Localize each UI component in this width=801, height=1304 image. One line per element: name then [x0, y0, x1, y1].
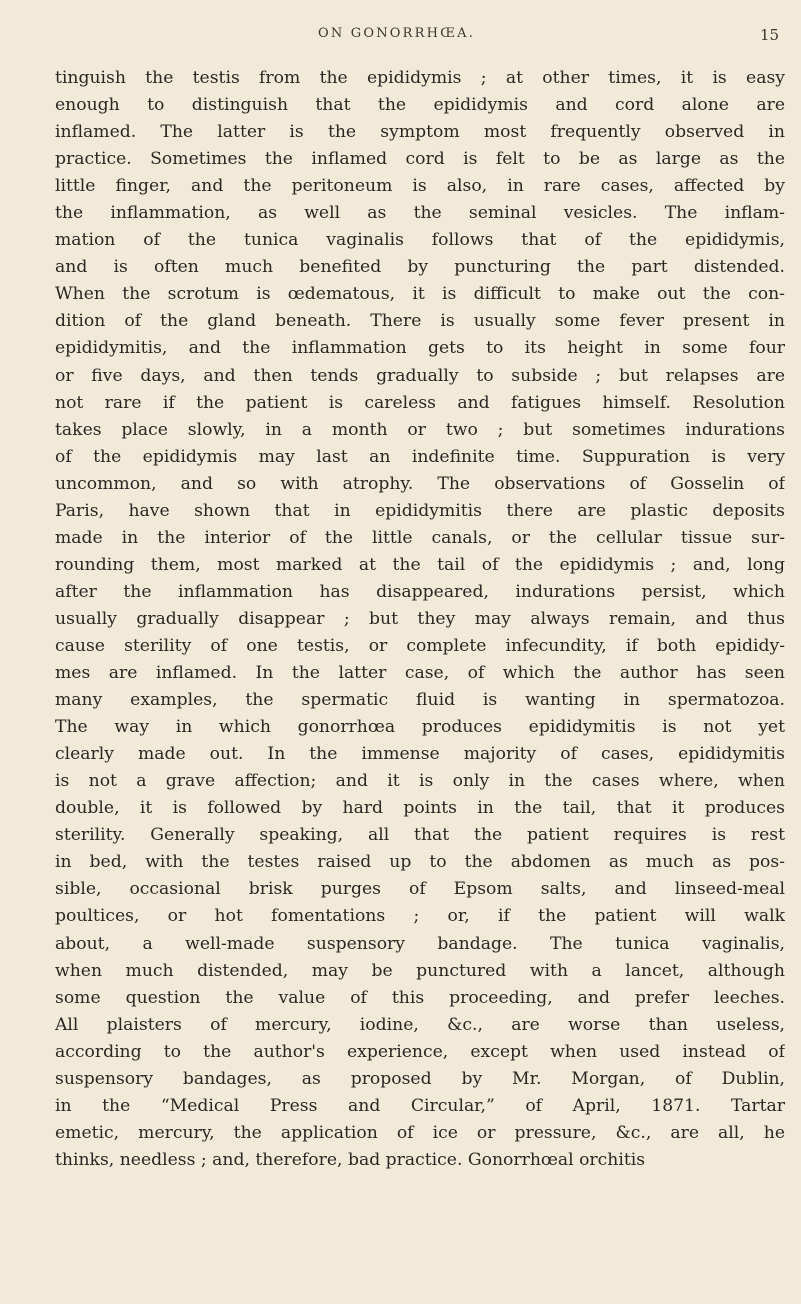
text-line: of the epididymis may last an indefinite time. Suppuration is very — [55, 446, 785, 467]
text-line: not rare if the patient is careless and fatigues himself. Resolution — [55, 392, 785, 413]
text-line: in the “Medical Press and Circular,” of April, 1871. Tartar — [55, 1095, 785, 1116]
text-line: according to the author's experience, except when used instead of — [55, 1041, 785, 1062]
text-line: clearly made out. In the immense majority of cases, epididymitis — [55, 744, 785, 765]
text-line: epididymitis, and the inflammation gets to its height in some four — [55, 338, 785, 359]
text-line: uncommon, and so with atrophy. The observations of Gosselin of — [55, 473, 785, 494]
text-line: takes place slowly, in a month or two ; but sometimes indurations — [55, 419, 785, 440]
text-line: tinguish the testis from the epididymis ; at other times, it is easy — [55, 68, 785, 88]
text-line: thinks, needless ; and, therefore, bad practice. Gonorrhœal orchitis — [55, 1149, 646, 1170]
text-line: rounding them, most marked at the tail of the epididymis ; and, long — [55, 554, 785, 575]
text-line: mes are inflamed. In the latter case, of which the author has seen — [55, 663, 785, 684]
text-line: practice. Sometimes the inflamed cord is felt to be as large as the — [55, 149, 785, 170]
text-line: little finger, and the peritoneum is also, in rare cases, affected by — [55, 176, 785, 197]
text-line: when much distended, may be punctured with a lancet, although — [55, 960, 785, 981]
running-head — [0, 26, 801, 50]
text-line: after the inflammation has disappeared, indurations persist, which — [55, 581, 785, 602]
text-line: made in the interior of the little canals, or the cellular tissue sur- — [55, 527, 785, 548]
page-number: 15 — [760, 26, 780, 44]
text-line: some question the value of this proceeding, and prefer leeches. — [55, 987, 785, 1008]
running-head-title: ON GONORRHŒA. — [318, 26, 476, 41]
text-line: cause sterility of one testis, or complete infecundity, if both epididy- — [55, 635, 785, 656]
text-line: suspensory bandages, as proposed by Mr. Morgan, of Dublin, — [55, 1068, 785, 1089]
text-line: All plaisters of mercury, iodine, &c., are worse than useless, — [55, 1014, 785, 1035]
text-line: mation of the tunica vaginalis follows that of the epididymis, — [55, 230, 785, 251]
text-line: sterility. Generally speaking, all that the patient requires is rest — [55, 825, 785, 846]
text-line: dition of the gland beneath. There is usually some fever present in — [55, 311, 785, 332]
text-line: poultices, or hot fomentations ; or, if the patient will walk — [55, 906, 785, 927]
text-line: in bed, with the testes raised up to the abdomen as much as pos- — [55, 852, 785, 873]
text-line: emetic, mercury, the application of ice or pressure, &c., are all, he — [55, 1122, 785, 1143]
text-line: When the scrotum is œdematous, it is difficult to make out the con- — [55, 284, 785, 305]
text-line: Paris, have shown that in epididymitis there are plastic deposits — [55, 500, 785, 521]
text-line: The way in which gonorrhœa produces epididymitis is not yet — [55, 717, 785, 738]
text-line: about, a well-made suspensory bandage. The tunica vaginalis, — [55, 933, 785, 954]
text-line: usually gradually disappear ; but they may always remain, and thus — [55, 608, 785, 629]
text-line: inflamed. The latter is the symptom most frequently observed in — [55, 122, 785, 143]
text-line: double, it is followed by hard points in the tail, that it produces — [55, 798, 785, 819]
text-line: the inflammation, as well as the seminal vesicles. The inflam- — [55, 203, 785, 224]
text-line: is not a grave affection; and it is only in the cases where, when — [55, 771, 785, 792]
text-line: many examples, the spermatic fluid is wanting in spermatozoa. — [55, 690, 785, 711]
text-line: or five days, and then tends gradually to subside ; but relapses are — [55, 365, 785, 386]
body-text — [55, 65, 785, 1174]
text-line: and is often much benefited by puncturing the part distended. — [55, 257, 785, 278]
text-line: sible, occasional brisk purges of Epsom salts, and linseed-meal — [55, 879, 785, 900]
text-line: enough to distinguish that the epididymis and cord alone are — [55, 95, 785, 116]
